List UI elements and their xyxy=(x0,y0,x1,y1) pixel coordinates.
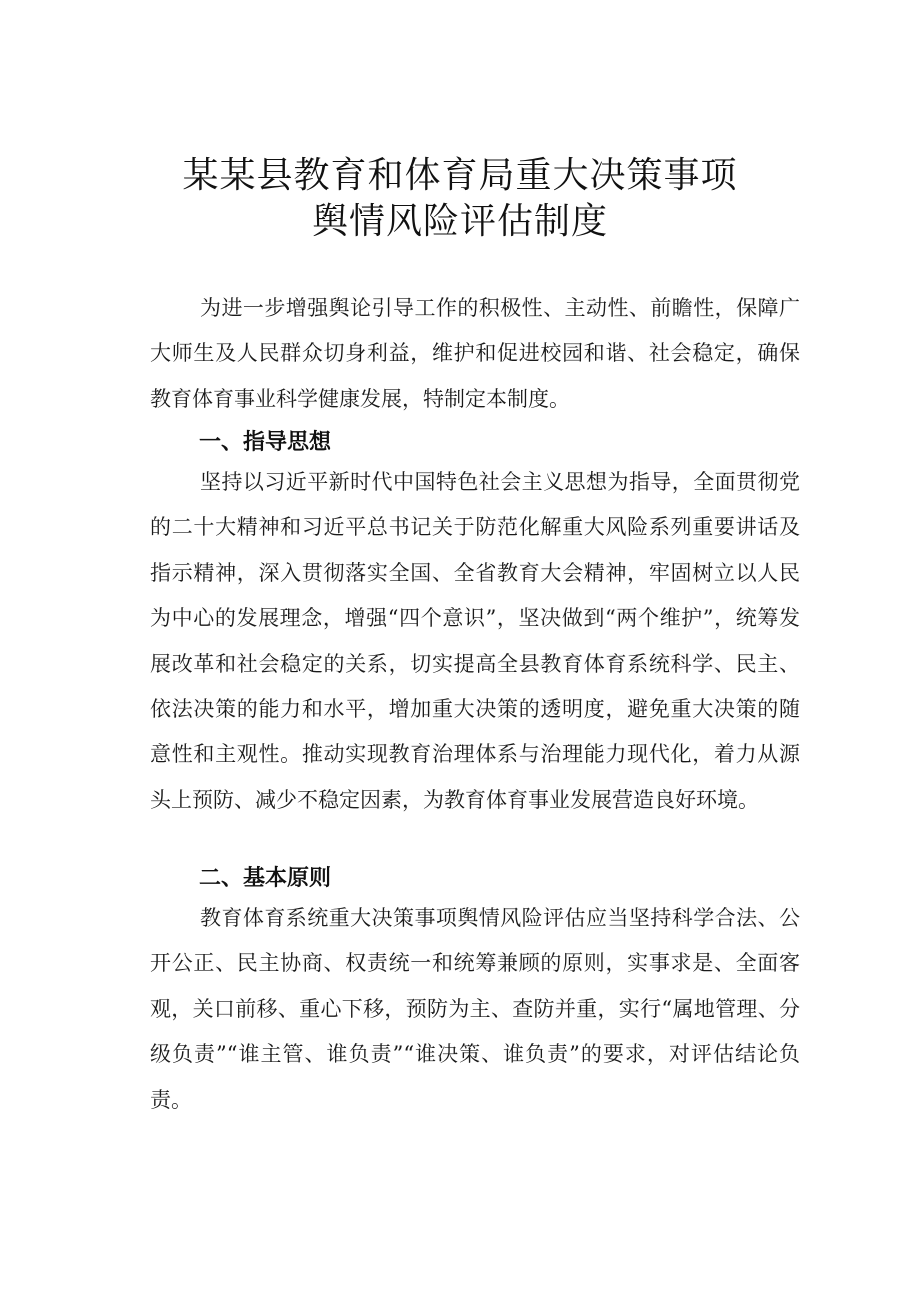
section-body-basic-principles: 教育体育系统重大决策事项舆情风险评估应当坚持科学合法、公开公正、民主协商、权责统一和统筹兼顾的原则，实事求是、全面客观，关口前移、重心下移，预防为主、查防并重，实行“属地管理、分级负责”“谁主管、谁负责”“谁决策、谁负责”的要求，对评估结论负责。 xyxy=(150,906,800,1112)
section-heading-basic-principles: 二、基本原则 xyxy=(199,866,332,891)
intro-paragraph: 为进一步增强舆论引导工作的积极性、主动性、前瞻性，保障广大师生及人民群众切身利益，维护和促进校园和谐、社会稳定，确保教育体育事业科学健康发展，特制定本制度。 xyxy=(150,296,800,411)
section-heading-guiding-ideology: 一、指导思想 xyxy=(199,430,332,455)
section-body-guiding-ideology: 坚持以习近平新时代中国特色社会主义思想为指导，全面贯彻党的二十大精神和习近平总书记关于防范化解重大风险系列重要讲话及指示精神，深入贯彻落实全国、全省教育大会精神，牢固树立以人民为中心的发展理念，增强“四个意识”，坚决做到“两个维护”，统筹发展改革和社会稳定的关系，切实提高全县教育体育系统科学、民主、依法决策的能力和水平，增加重大决策的透明度，避免重大决策的随意性和主观性。推动实现教育治理体系与治理能力现代化，着力从源头上预防、减少不稳定因素，为教育体育事业发展营造良好环境。 xyxy=(150,470,800,812)
document-title-line-1: 某某县教育和体育局重大决策事项 xyxy=(182,155,738,196)
document-title-line-2: 舆情风险评估制度 xyxy=(311,201,608,242)
